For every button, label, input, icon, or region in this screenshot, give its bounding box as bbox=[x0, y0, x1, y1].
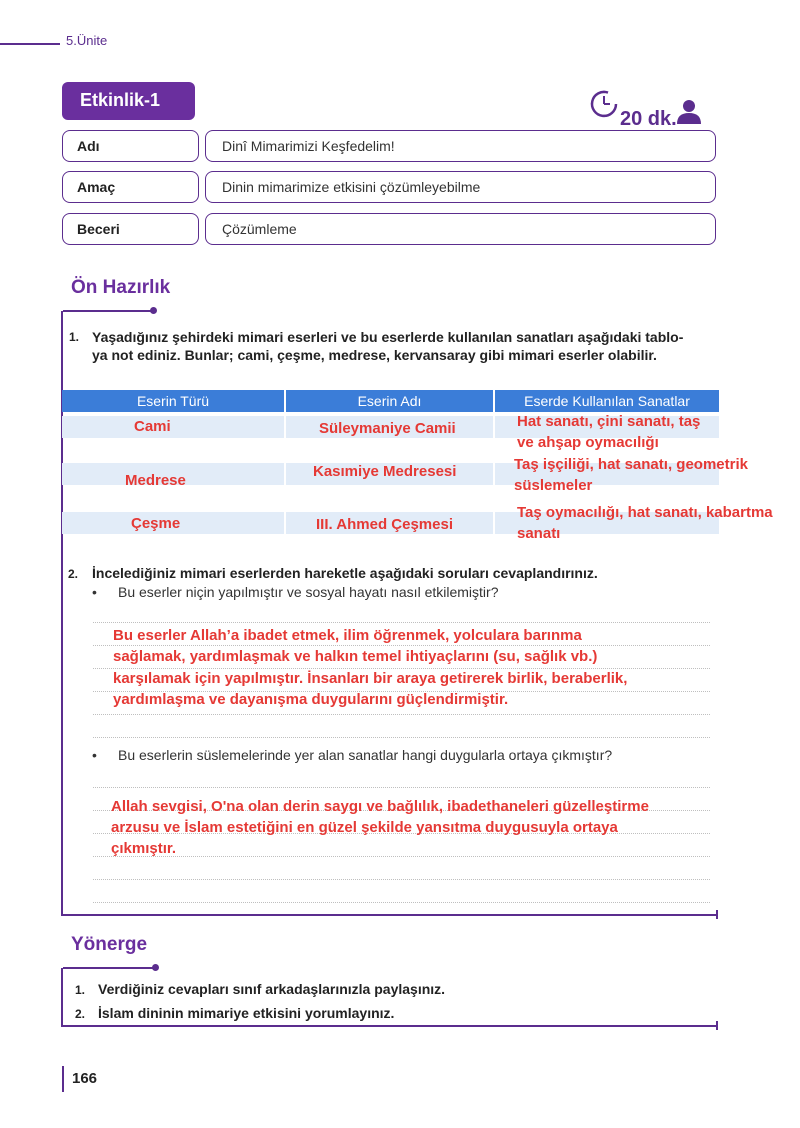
directive-frame-bottom bbox=[61, 1025, 717, 1027]
question-1-line-1: Yaşadığınız şehirdeki mimari eserleri ve bu eserlerde kullanılan sanatları aşağıdaki tablo- bbox=[92, 329, 684, 345]
clock-icon bbox=[586, 86, 622, 122]
answer-line bbox=[93, 902, 710, 903]
question-1-number: 1. bbox=[69, 330, 80, 344]
info-label-purpose: Amaç bbox=[62, 171, 199, 203]
answer-line bbox=[93, 622, 710, 623]
info-value-name: Dinî Mimarimizi Keşfedelim! bbox=[205, 130, 716, 162]
bullet-dot: • bbox=[92, 747, 97, 763]
directive-1-number: 1. bbox=[75, 983, 86, 997]
table-cell-name: Süleymaniye Camii bbox=[319, 420, 456, 437]
directive-title-underline bbox=[63, 967, 153, 969]
answer-2-line-2: arzusu ve İslam estetiğini en güzel şekilde yansıtma duygusuyla ortaya bbox=[111, 819, 618, 836]
info-label-name: Adı bbox=[62, 130, 199, 162]
prep-frame-bottom bbox=[61, 914, 717, 916]
prep-frame-tick bbox=[716, 910, 718, 919]
info-value-skill: Çözümleme bbox=[205, 213, 716, 245]
directive-section-title: Yönerge bbox=[71, 934, 148, 955]
answer-line bbox=[93, 787, 710, 788]
answer-2-line-3: çıkmıştır. bbox=[111, 840, 177, 857]
activity-badge: Etkinlik-1 bbox=[62, 82, 195, 120]
table-cell-arts: Taş oymacılığı, hat sanatı, kabartma bbox=[517, 504, 773, 521]
table-cell-arts: Taş işçiliği, hat sanatı, geometrik bbox=[514, 456, 748, 473]
info-value-purpose: Dinin mimarimize etkisini çözümleyebilme bbox=[205, 171, 716, 203]
question-1-line-2: ya not ediniz. Bunlar; cami, çeşme, medrese, kervansaray gibi mimari eserler olabilir. bbox=[92, 347, 657, 363]
table-header-arts: Eserde Kullanılan Sanatlar bbox=[495, 390, 719, 412]
page-number: 166 bbox=[72, 1070, 98, 1087]
unit-label: 5.Ünite bbox=[66, 33, 108, 48]
question-2-bullet-1: Bu eserler niçin yapılmıştır ve sosyal hayatı nasıl etkilemiştir? bbox=[118, 584, 499, 600]
answer-line bbox=[93, 737, 710, 738]
answer-1-line-2: sağlamak, yardımlaşmak ve halkın temel ihtiyaçlarını (su, sağlık vb.) bbox=[113, 648, 598, 665]
table-row-bg bbox=[62, 416, 284, 438]
info-label-skill: Beceri bbox=[62, 213, 199, 245]
answer-1-line-3: karşılamak için yapılmıştır. İnsanları bir araya getirerek birlik, beraberlik, bbox=[113, 670, 628, 687]
directive-1-text: Verdiğiniz cevapları sınıf arkadaşlarınızla paylaşınız. bbox=[98, 981, 446, 997]
table-cell-type: Cami bbox=[134, 418, 171, 435]
directive-frame-left bbox=[61, 968, 63, 1027]
table-cell-type: Çeşme bbox=[131, 515, 181, 532]
directive-2-text: İslam dininin mimariye etkisini yorumlayınız. bbox=[98, 1005, 395, 1021]
unit-line bbox=[0, 43, 60, 45]
question-2-bullet-2: Bu eserlerin süslemelerinde yer alan sanatlar hangi duygularla ortaya çıkmıştır? bbox=[118, 747, 613, 763]
answer-1-line-4: yardımlaşma ve dayanışma duygularını güçlendirmiştir. bbox=[113, 691, 509, 708]
prep-title-dot bbox=[150, 307, 157, 314]
table-cell-type: Medrese bbox=[125, 472, 186, 489]
answer-line bbox=[93, 714, 710, 715]
table-cell-name: Kasımiye Medresesi bbox=[313, 463, 457, 480]
directive-title-dot bbox=[152, 964, 159, 971]
directive-2-number: 2. bbox=[75, 1007, 86, 1021]
table-cell-arts-cont: ve ahşap oymacılığı bbox=[517, 434, 659, 451]
answer-line bbox=[93, 879, 710, 880]
question-2-text: İncelediğiniz mimari eserlerden hareketle aşağıdaki soruları cevaplandırınız. bbox=[92, 565, 598, 581]
question-2-number: 2. bbox=[68, 567, 79, 581]
table-cell-arts-cont: süslemeler bbox=[514, 477, 593, 494]
prep-title-underline bbox=[63, 310, 151, 312]
prep-section-title: Ön Hazırlık bbox=[71, 277, 171, 298]
answer-1-line-1: Bu eserler Allah’a ibadet etmek, ilim öğrenmek, yolculara barınma bbox=[113, 627, 582, 644]
answer-2-line-1: Allah sevgisi, O'na olan derin saygı ve bağlılık, ibadethaneleri güzelleştirme bbox=[111, 798, 649, 815]
page-number-bar bbox=[62, 1066, 64, 1092]
table-cell-arts: Hat sanatı, çini sanatı, taş bbox=[517, 413, 701, 430]
table-cell-arts-cont: sanatı bbox=[517, 525, 561, 542]
person-icon bbox=[676, 98, 702, 124]
duration-text: 20 dk. bbox=[620, 108, 677, 130]
table-header-type: Eserin Türü bbox=[62, 390, 284, 412]
directive-frame-tick bbox=[716, 1021, 718, 1030]
answer-line bbox=[93, 856, 710, 857]
table-header-name: Eserin Adı bbox=[286, 390, 493, 412]
bullet-dot: • bbox=[92, 584, 97, 600]
table-cell-name: III. Ahmed Çeşmesi bbox=[316, 516, 453, 533]
